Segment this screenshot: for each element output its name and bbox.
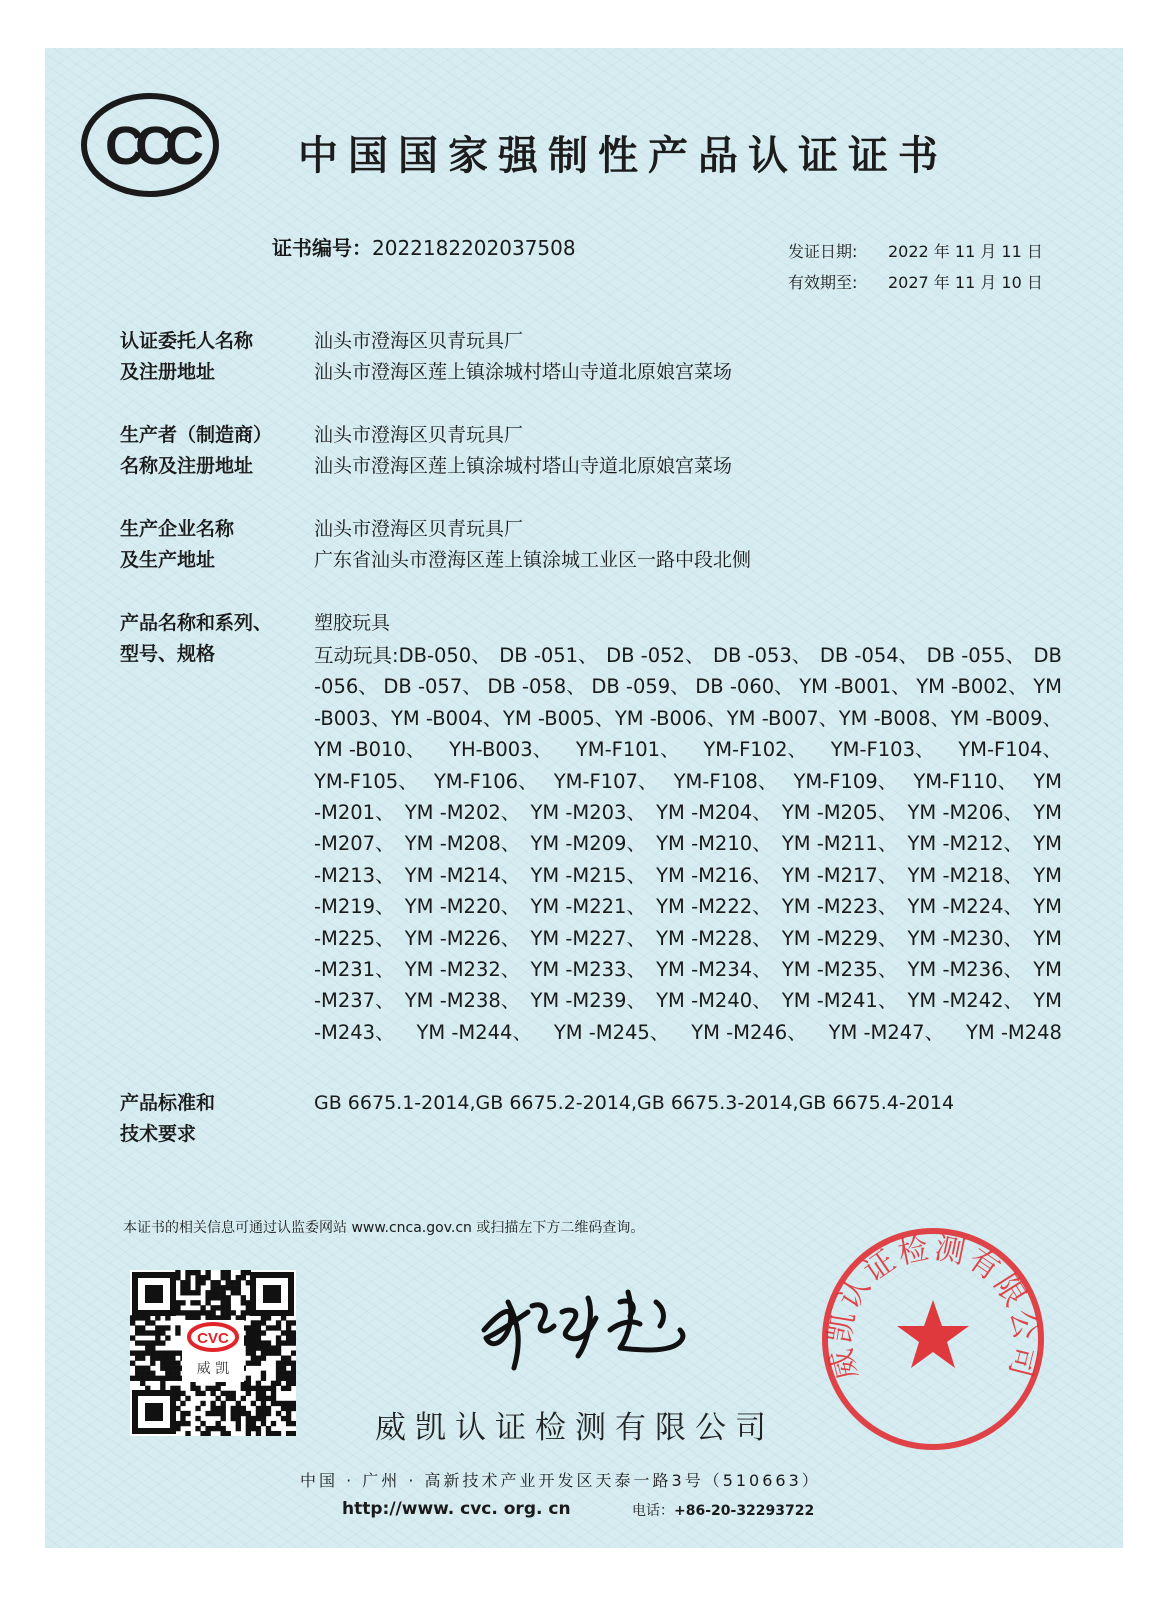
model-code: YM -M230、 — [907, 926, 1024, 950]
model-code: YM -M204、 — [656, 801, 772, 825]
model-line — [314, 860, 1062, 891]
model-code: YM -M211、 — [781, 832, 898, 856]
factory-label — [120, 514, 234, 576]
product-label-line2: 型号、规格 — [120, 643, 216, 665]
model-code: YM-F107、 — [553, 769, 658, 793]
model-code: -M243、 — [314, 1020, 395, 1044]
model-code: -056、 — [314, 675, 378, 699]
standards-label-line1: 产品标准和 — [120, 1092, 216, 1114]
qr-badge-text: CVC — [197, 1330, 229, 1347]
manufacturer-name: 汕头市澄海区贝青玩具厂 — [314, 424, 524, 446]
product-label-line1: 产品名称和系列、 — [120, 612, 273, 634]
model-code: YM -M242、 — [907, 989, 1024, 1013]
issuer-address: 中国 · 广州 · 高新技术产业开发区天泰一路3号（510663） — [300, 1471, 821, 1490]
model-code: YM-F102、 — [703, 738, 808, 762]
model-code: YM — [1033, 801, 1062, 825]
valid-date-label: 有效期至: — [788, 273, 858, 292]
factory-label-line1: 生产企业名称 — [120, 518, 235, 540]
model-code: YM — [1033, 895, 1062, 919]
model-code: YM -M218、 — [907, 863, 1024, 887]
model-line — [314, 703, 1062, 734]
model-code: YM -M244、 — [416, 1020, 532, 1044]
model-code: YM -M210、 — [656, 832, 772, 856]
model-code: -M213、 — [314, 863, 395, 887]
issuer-website-link[interactable]: http://www. cvc. org. cn — [342, 1499, 571, 1519]
model-code: YM -M247、 — [828, 1020, 945, 1044]
model-code: DB -059、 — [591, 675, 690, 699]
factory-label-line2: 及生产地址 — [120, 549, 216, 571]
model-code: YM -M227、 — [530, 926, 646, 950]
model-line — [314, 671, 1062, 702]
model-code: -M201、 — [314, 801, 395, 825]
model-line — [314, 985, 1062, 1016]
model-code: YM -B008、 — [838, 706, 951, 730]
model-code: YM-F101、 — [575, 738, 680, 762]
model-code: YM -M203、 — [530, 801, 646, 825]
model-code: YM-F110、 — [913, 769, 1018, 793]
phone-label: 电话： — [632, 1503, 674, 1519]
model-code: YM -M215、 — [530, 863, 646, 887]
product-models-list — [314, 640, 1062, 1048]
model-line — [314, 828, 1062, 859]
model-code: YM-F104、 — [958, 738, 1062, 762]
model-code: DB -054、 — [819, 644, 919, 667]
model-code: YM -M241、 — [781, 989, 898, 1013]
model-code: YM -B004、 — [391, 706, 503, 730]
model-code: DB -052、 — [606, 644, 705, 667]
model-code: YM-F108、 — [673, 769, 778, 793]
model-code: YM -M212、 — [907, 832, 1024, 856]
certificate-number-value: 2022182202037508 — [372, 236, 576, 260]
model-code: DB -055、 — [926, 644, 1026, 667]
valid-date-value: 2027 年 11 月 10 日 — [888, 273, 1043, 292]
model-code: YM -M233、 — [530, 958, 646, 982]
model-code: YM -M232、 — [404, 958, 521, 982]
model-code: YM — [1033, 989, 1062, 1013]
phone-number: +86-20-32293722 — [674, 1503, 815, 1519]
model-code: YM -M236、 — [907, 958, 1024, 982]
model-code: YH-B003、 — [449, 738, 553, 762]
model-code: YM -M239、 — [530, 989, 646, 1013]
model-code: YM — [1033, 675, 1062, 699]
model-code: YM -M216、 — [656, 863, 772, 887]
model-code: YM -M206、 — [907, 801, 1024, 825]
valid-date-row — [788, 267, 1043, 298]
model-code: YM -M202、 — [404, 801, 521, 825]
model-line — [314, 734, 1062, 765]
applicant-value — [314, 326, 732, 388]
standards-label-line2: 技术要求 — [120, 1123, 197, 1145]
factory-name: 汕头市澄海区贝青玩具厂 — [314, 518, 524, 540]
signature-icon — [470, 1272, 700, 1382]
manufacturer-label — [120, 420, 272, 482]
model-line — [314, 923, 1062, 954]
model-code: DB -053、 — [712, 644, 812, 667]
model-code: YM -B009、 — [950, 706, 1062, 730]
model-code: -B003、 — [314, 706, 391, 730]
model-code: YM — [1033, 926, 1062, 950]
model-code: -M219、 — [314, 895, 395, 919]
factory-address: 广东省汕头市澄海区莲上镇涂城工业区一路中段北侧 — [314, 549, 752, 571]
ccc-logo-icon — [80, 92, 220, 198]
model-code: DB — [1033, 644, 1062, 667]
certificate-dates — [788, 236, 1043, 298]
model-line — [314, 891, 1062, 922]
model-code: YM -M214、 — [404, 863, 521, 887]
standards-label — [120, 1088, 215, 1150]
model-code: YM -M220、 — [404, 895, 521, 919]
model-code: YM-F106、 — [433, 769, 538, 793]
model-code: YM-F103、 — [830, 738, 935, 762]
model-code: YM -M205、 — [781, 801, 898, 825]
model-code: YM -M223、 — [781, 895, 898, 919]
model-code: YM -M224、 — [907, 895, 1024, 919]
product-label — [120, 608, 272, 670]
model-code: YM -M222、 — [656, 895, 772, 919]
manufacturer-address: 汕头市澄海区莲上镇涂城村塔山寺道北原娘宫菜场 — [314, 455, 733, 477]
model-code: YM -M228、 — [656, 926, 772, 950]
product-name: 塑胶玩具 — [314, 612, 391, 634]
model-code: YM -M229、 — [781, 926, 898, 950]
seal-text: 威凯认证检测有限公司 — [822, 1230, 1044, 1384]
qr-badge-subtext: 威 凯 — [196, 1361, 230, 1377]
model-line — [314, 797, 1062, 828]
model-code: YM — [1033, 769, 1062, 793]
model-code: YM -B010、 — [314, 738, 426, 762]
applicant-label — [120, 326, 253, 388]
certificate-number — [272, 232, 576, 261]
model-line — [314, 954, 1062, 985]
model-code: -M237、 — [314, 989, 395, 1013]
applicant-label-line2: 及注册地址 — [120, 361, 216, 383]
model-line — [314, 766, 1062, 797]
model-code: YM -M238、 — [404, 989, 521, 1013]
model-code: DB -057、 — [383, 675, 482, 699]
model-code: YM — [1033, 863, 1062, 887]
manufacturer-label-line2: 名称及注册地址 — [120, 455, 254, 477]
issuer-phone — [632, 1500, 814, 1520]
company-seal-icon — [818, 1224, 1048, 1454]
model-code: YM-F109、 — [793, 769, 898, 793]
ccc-logo-text: CCC — [105, 116, 195, 176]
applicant-address: 汕头市澄海区莲上镇涂城村塔山寺道北原娘宫菜场 — [314, 361, 733, 383]
standards-value: GB 6675.1-2014,GB 6675.2-2014,GB 6675.3-2014,GB 6675.4-2014 — [314, 1092, 955, 1114]
model-code: YM -M208、 — [404, 832, 521, 856]
model-line — [314, 1017, 1062, 1048]
model-code: YM -M209、 — [530, 832, 646, 856]
qr-code-icon[interactable] — [130, 1270, 296, 1436]
model-line — [314, 640, 1062, 671]
model-code: YM -B006、 — [614, 706, 727, 730]
model-code: YM -M246、 — [691, 1020, 807, 1044]
issue-date-row — [788, 236, 1043, 267]
model-code: -M225、 — [314, 926, 395, 950]
model-code: -M231、 — [314, 958, 395, 982]
model-code: YM-F105、 — [314, 769, 418, 793]
model-code: DB -060、 — [695, 675, 794, 699]
model-code: YM -B002、 — [916, 675, 1028, 699]
model-code: YM -B001、 — [799, 675, 911, 699]
model-code: YM -M217、 — [781, 863, 898, 887]
model-code: YM -B007、 — [726, 706, 839, 730]
issue-date-value: 2022 年 11 月 11 日 — [888, 242, 1043, 261]
manufacturer-label-line1: 生产者（制造商） — [120, 424, 273, 446]
model-code: YM -B005、 — [502, 706, 615, 730]
model-code: YM -M245、 — [553, 1020, 670, 1044]
model-code: YM — [1033, 832, 1062, 856]
applicant-label-line1: 认证委托人名称 — [120, 330, 254, 352]
model-code: -M207、 — [314, 832, 395, 856]
model-code: YM -M221、 — [530, 895, 646, 919]
model-code: YM -M234、 — [656, 958, 772, 982]
manufacturer-value — [314, 420, 732, 482]
model-code: YM -M240、 — [656, 989, 772, 1013]
verification-note: 本证书的相关信息可通过认监委网站 www.cnca.gov.cn 或扫描左下方二维码查询。 — [123, 1220, 645, 1236]
factory-value — [314, 514, 751, 576]
model-code: 互动玩具:DB-050、 — [314, 644, 491, 667]
model-code: DB -058、 — [487, 675, 586, 699]
model-code: YM — [1033, 958, 1062, 982]
model-code: YM -M235、 — [781, 958, 898, 982]
model-code: YM -M248 — [965, 1020, 1062, 1044]
model-code: YM -M226、 — [404, 926, 521, 950]
page-title: 中国国家强制性产品认证证书 — [298, 133, 948, 179]
model-code: DB -051、 — [499, 644, 598, 667]
certificate-number-label: 证书编号： — [272, 236, 372, 260]
issuer-company-name: 威凯认证检测有限公司 — [375, 1410, 775, 1446]
issue-date-label: 发证日期: — [788, 242, 858, 261]
applicant-name: 汕头市澄海区贝青玩具厂 — [314, 330, 524, 352]
